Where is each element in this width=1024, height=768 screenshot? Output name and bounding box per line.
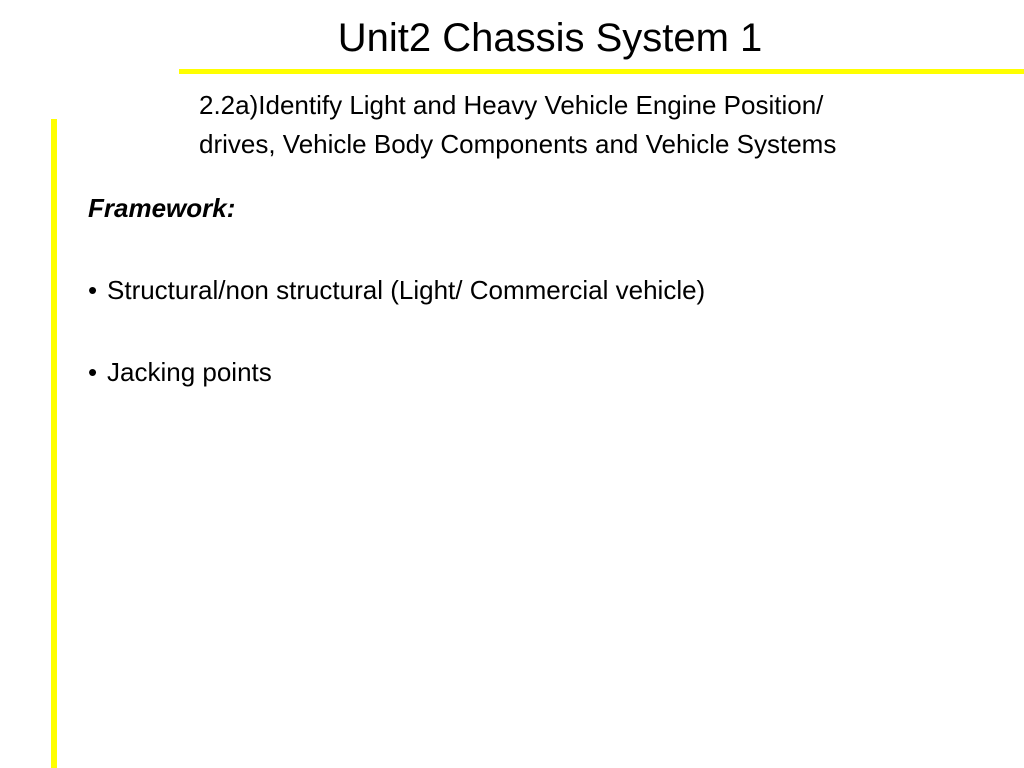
bullet-list: [88, 270, 988, 392]
list-item: [88, 352, 988, 392]
list-item-text: Structural/non structural (Light/ Commercial vehicle): [107, 275, 706, 305]
title-underline-accent: [179, 69, 1024, 74]
bullet-icon: •: [88, 275, 98, 305]
subtitle-line: drives, Vehicle Body Components and Vehicle Systems: [199, 129, 837, 159]
left-margin-accent: [51, 119, 57, 768]
bullet-icon: •: [88, 357, 98, 387]
slide-subtitle: [199, 86, 999, 164]
subtitle-line: 2.2a)Identify Light and Heavy Vehicle Engine Position/: [199, 90, 824, 120]
slide-body: [88, 188, 988, 434]
list-item-text: Jacking points: [107, 357, 272, 387]
framework-heading: Framework:: [88, 193, 236, 223]
list-item: [88, 270, 988, 310]
slide-title: Unit2 Chassis System 1: [337, 16, 763, 60]
